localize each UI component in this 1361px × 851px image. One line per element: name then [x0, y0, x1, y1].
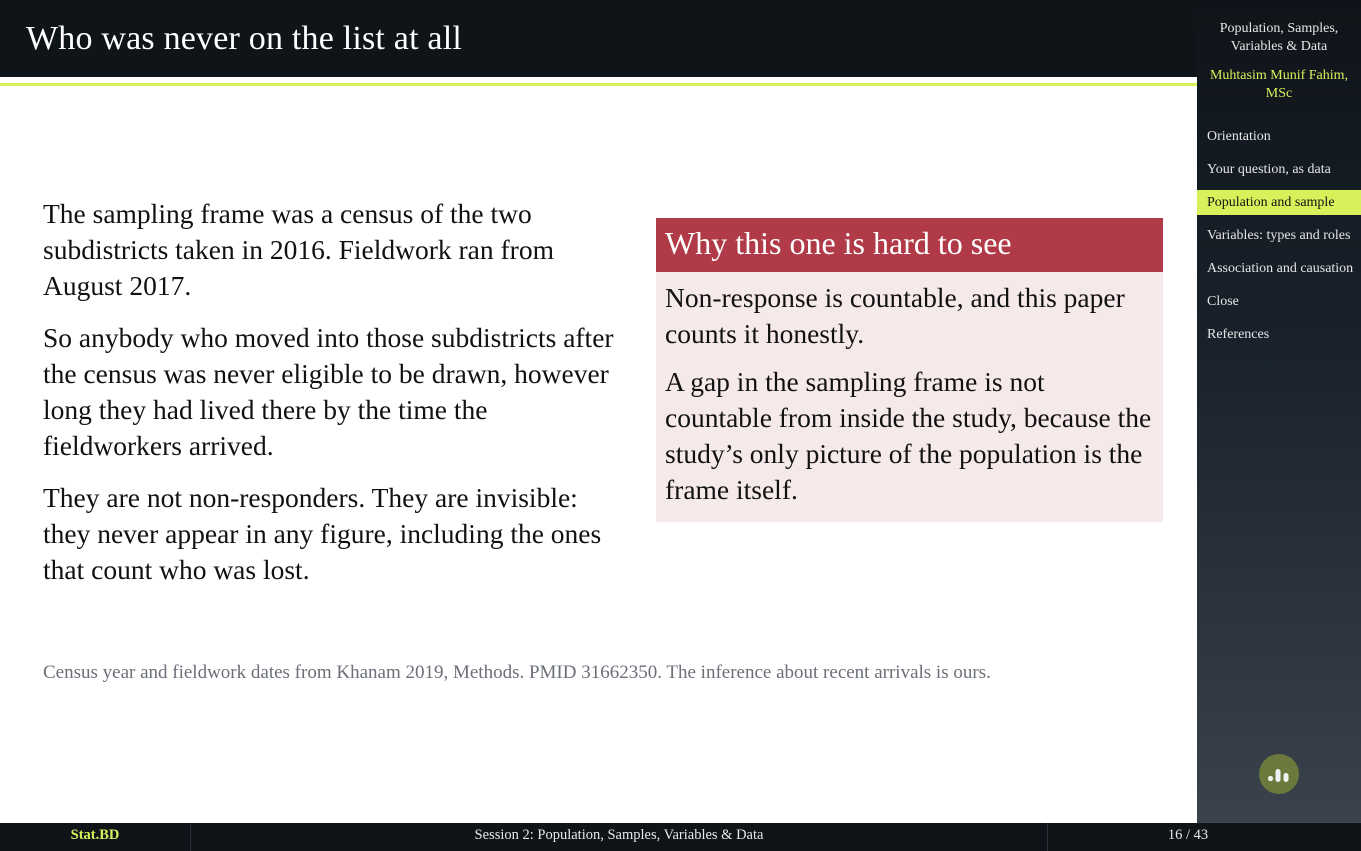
- alert-block-body: [656, 272, 1163, 522]
- footer-session-title: Session 2: Population, Samples, Variables & Data: [474, 827, 764, 843]
- paragraph: The sampling frame was a census of the two subdistricts taken in 2016. Fieldwork ran from August 2017.: [43, 198, 554, 301]
- paragraph: They are not non-responders. They are invisible: they never appear in any figure, including the ones that count who was lost.: [43, 482, 602, 585]
- sidebar-item-population-and-sample[interactable]: Population and sample: [1197, 190, 1361, 215]
- sidebar-item-references[interactable]: References: [1207, 327, 1270, 342]
- sidebar-item-association-causation[interactable]: Association and causation: [1207, 261, 1354, 276]
- sidebar-nav: [1197, 124, 1361, 355]
- slide-title: Who was never on the list at all: [26, 20, 462, 57]
- source-note: Census year and fieldwork dates from Khanam 2019, Methods. PMID 31662350. The inference about recent arrivals is ours.: [43, 662, 991, 683]
- sidebar-item-your-question[interactable]: Your question, as data: [1207, 162, 1331, 177]
- sidebar-author[interactable]: Muhtasim Munif Fahim, MSc: [1209, 68, 1349, 101]
- paragraph: So anybody who moved into those subdistricts after the census was never eligible to be drawn, however long they had lived there by the time the fieldworkers arrived.: [43, 322, 614, 461]
- page-number: 16 / 43: [1047, 823, 1328, 851]
- sidebar: [1197, 0, 1361, 823]
- footer: [0, 823, 1361, 851]
- sidebar-item-orientation[interactable]: Orientation: [1207, 129, 1271, 144]
- footer-brand: Stat.BD: [0, 823, 191, 851]
- title-bar: [0, 0, 1197, 77]
- sidebar-item-variables[interactable]: Variables: types and roles: [1207, 228, 1351, 243]
- accent-rule: [0, 83, 1197, 86]
- alert-block: [656, 218, 1163, 522]
- alert-paragraph: Non-response is countable, and this paper counts it honestly.: [665, 282, 1125, 349]
- sidebar-presentation-title[interactable]: Population, Samples, Variables & Data: [1219, 21, 1339, 54]
- left-column: [43, 196, 623, 604]
- alert-paragraph: A gap in the sampling frame is not countable from inside the study, because the study’s only picture of the population is the frame itself.: [665, 366, 1152, 505]
- alert-block-title: Why this one is hard to see: [656, 218, 1163, 272]
- sidebar-item-close[interactable]: Close: [1207, 294, 1239, 309]
- bar-chart-icon[interactable]: [1259, 754, 1299, 794]
